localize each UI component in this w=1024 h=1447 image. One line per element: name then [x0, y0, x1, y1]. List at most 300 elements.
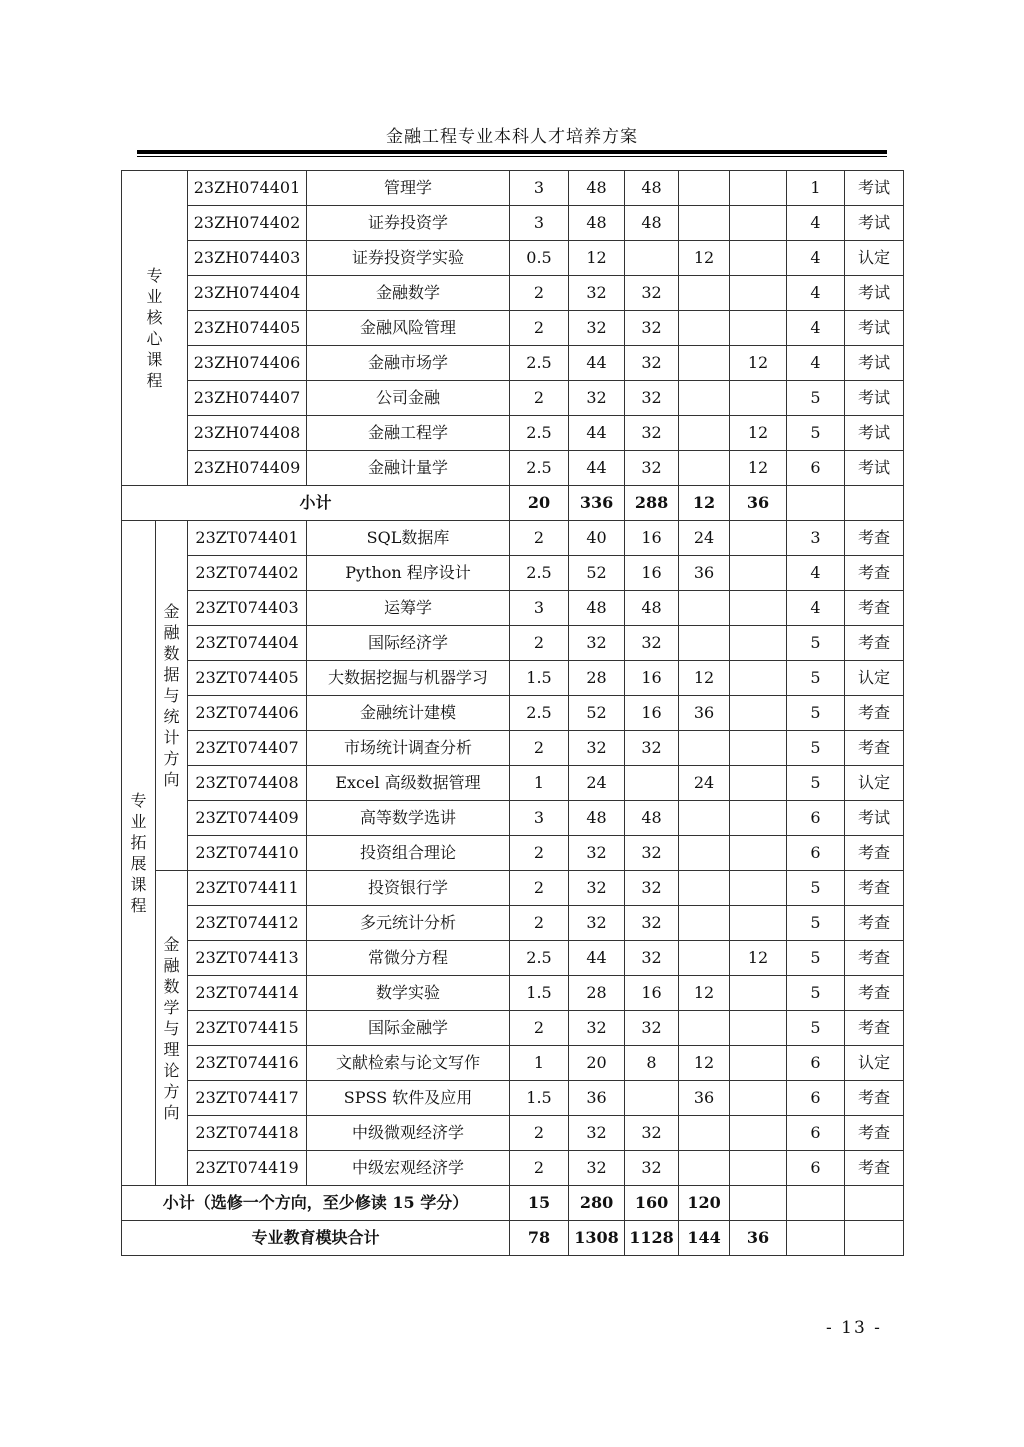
total-hours-cell: 40 — [569, 521, 625, 556]
course-name-cell: 金融计量学 — [307, 451, 510, 486]
total-hours-cell: 44 — [569, 346, 625, 381]
lab-hours-cell — [679, 1011, 730, 1046]
credit-cell: 2 — [510, 1151, 569, 1186]
assessment-cell: 考试 — [845, 206, 904, 241]
total-hours-cell: 32 — [569, 836, 625, 871]
lab-hours-cell — [679, 801, 730, 836]
practice-hours-cell: 12 — [730, 416, 787, 451]
course-code-cell: 23ZT074405 — [188, 661, 307, 696]
practice-hours-cell — [730, 626, 787, 661]
course-row — [122, 871, 904, 906]
course-code-cell: 23ZT074419 — [188, 1151, 307, 1186]
course-code-cell: 23ZH074407 — [188, 381, 307, 416]
lab-hours-cell — [679, 1116, 730, 1151]
assessment-cell: 考试 — [845, 276, 904, 311]
credit-cell: 2.5 — [510, 696, 569, 731]
lab-hours-cell: 12 — [679, 976, 730, 1011]
module-total-row-practice: 36 — [730, 1221, 787, 1256]
practice-hours-cell: 12 — [730, 941, 787, 976]
course-code-cell: 23ZT074406 — [188, 696, 307, 731]
course-code-cell: 23ZT074415 — [188, 1011, 307, 1046]
lecture-hours-cell — [625, 241, 679, 276]
credit-cell: 2 — [510, 731, 569, 766]
course-code-cell: 23ZH074402 — [188, 206, 307, 241]
course-row — [122, 241, 904, 276]
credit-cell: 2 — [510, 626, 569, 661]
lecture-hours-cell: 48 — [625, 171, 679, 206]
total-hours-cell: 28 — [569, 661, 625, 696]
course-name-cell: 大数据挖掘与机器学习 — [307, 661, 510, 696]
practice-hours-cell: 12 — [730, 346, 787, 381]
semester-cell: 5 — [787, 696, 845, 731]
semester-cell: 5 — [787, 1011, 845, 1046]
course-code-cell: 23ZH074408 — [188, 416, 307, 451]
course-code-cell: 23ZT074408 — [188, 766, 307, 801]
semester-cell: 5 — [787, 381, 845, 416]
lecture-hours-cell: 32 — [625, 451, 679, 486]
lab-hours-cell — [679, 906, 730, 941]
total-hours-cell: 48 — [569, 801, 625, 836]
lab-hours-cell — [679, 381, 730, 416]
assessment-cell: 考查 — [845, 871, 904, 906]
course-name-cell: 金融工程学 — [307, 416, 510, 451]
course-name-cell: Python 程序设计 — [307, 556, 510, 591]
practice-hours-cell — [730, 556, 787, 591]
semester-cell: 4 — [787, 241, 845, 276]
practice-hours-cell — [730, 1151, 787, 1186]
practice-hours-cell — [730, 836, 787, 871]
header-rule-thick — [137, 150, 887, 154]
practice-hours-cell — [730, 1011, 787, 1046]
practice-hours-cell — [730, 241, 787, 276]
course-name-cell: 多元统计分析 — [307, 906, 510, 941]
total-hours-cell: 32 — [569, 1116, 625, 1151]
course-row — [122, 1011, 904, 1046]
ext-subtotal-row-practice — [730, 1186, 787, 1221]
credit-cell: 1 — [510, 1046, 569, 1081]
lecture-hours-cell: 48 — [625, 591, 679, 626]
course-name-cell: 金融统计建模 — [307, 696, 510, 731]
practice-hours-cell — [730, 311, 787, 346]
semester-cell: 4 — [787, 311, 845, 346]
course-row — [122, 766, 904, 801]
assessment-cell: 考试 — [845, 171, 904, 206]
assessment-cell: 考查 — [845, 1151, 904, 1186]
course-row — [122, 1081, 904, 1116]
semester-cell: 5 — [787, 976, 845, 1011]
course-name-cell: 投资银行学 — [307, 871, 510, 906]
assessment-cell: 认定 — [845, 766, 904, 801]
practice-hours-cell — [730, 766, 787, 801]
course-row — [122, 626, 904, 661]
course-code-cell: 23ZT074414 — [188, 976, 307, 1011]
course-name-cell: 证券投资学 — [307, 206, 510, 241]
course-row — [122, 836, 904, 871]
course-name-cell: 高等数学选讲 — [307, 801, 510, 836]
total-hours-cell: 44 — [569, 941, 625, 976]
lab-hours-cell: 12 — [679, 1046, 730, 1081]
practice-hours-cell — [730, 1046, 787, 1081]
lab-hours-cell: 36 — [679, 1081, 730, 1116]
course-name-cell: 管理学 — [307, 171, 510, 206]
assessment-cell: 认定 — [845, 241, 904, 276]
module-total-row-label: 专业教育模块合计 — [122, 1221, 510, 1256]
semester-cell: 4 — [787, 591, 845, 626]
credit-cell: 1 — [510, 766, 569, 801]
assessment-cell: 考查 — [845, 626, 904, 661]
course-table — [121, 170, 904, 1256]
ext-subtotal-row-assessment-empty — [845, 1186, 904, 1221]
course-name-cell: 金融市场学 — [307, 346, 510, 381]
lecture-hours-cell: 32 — [625, 381, 679, 416]
semester-cell: 5 — [787, 731, 845, 766]
module-total-row-lecture: 1128 — [625, 1221, 679, 1256]
course-name-cell: 国际经济学 — [307, 626, 510, 661]
lecture-hours-cell: 32 — [625, 836, 679, 871]
total-hours-cell: 32 — [569, 731, 625, 766]
course-code-cell: 23ZT074417 — [188, 1081, 307, 1116]
lab-hours-cell — [679, 206, 730, 241]
practice-hours-cell — [730, 906, 787, 941]
course-row — [122, 696, 904, 731]
semester-cell: 6 — [787, 1046, 845, 1081]
module-total-row-assessment-empty — [845, 1221, 904, 1256]
core-subtotal-row-total: 336 — [569, 486, 625, 521]
credit-cell: 2.5 — [510, 416, 569, 451]
lecture-hours-cell: 32 — [625, 1116, 679, 1151]
lab-hours-cell — [679, 451, 730, 486]
semester-cell: 5 — [787, 661, 845, 696]
semester-cell: 6 — [787, 451, 845, 486]
course-row — [122, 591, 904, 626]
course-row — [122, 906, 904, 941]
credit-cell: 3 — [510, 801, 569, 836]
course-code-cell: 23ZH074409 — [188, 451, 307, 486]
lecture-hours-cell: 16 — [625, 556, 679, 591]
semester-cell: 4 — [787, 556, 845, 591]
direction-a-label: 金 融 数 据 与 统 计 方 向 — [156, 521, 188, 871]
assessment-cell: 考试 — [845, 346, 904, 381]
lecture-hours-cell: 32 — [625, 1151, 679, 1186]
semester-cell: 6 — [787, 1116, 845, 1151]
lecture-hours-cell: 48 — [625, 206, 679, 241]
practice-hours-cell — [730, 871, 787, 906]
lecture-hours-cell: 32 — [625, 1011, 679, 1046]
module-total-row-semester-empty — [787, 1221, 845, 1256]
course-row — [122, 276, 904, 311]
lecture-hours-cell: 32 — [625, 731, 679, 766]
core-subtotal-row-label: 小计 — [122, 486, 510, 521]
course-code-cell: 23ZT074401 — [188, 521, 307, 556]
credit-cell: 2.5 — [510, 941, 569, 976]
assessment-cell: 考试 — [845, 381, 904, 416]
practice-hours-cell — [730, 206, 787, 241]
credit-cell: 1.5 — [510, 661, 569, 696]
course-row — [122, 731, 904, 766]
credit-cell: 0.5 — [510, 241, 569, 276]
assessment-cell: 认定 — [845, 1046, 904, 1081]
assessment-cell: 考查 — [845, 836, 904, 871]
semester-cell: 5 — [787, 871, 845, 906]
lab-hours-cell — [679, 626, 730, 661]
lecture-hours-cell: 16 — [625, 521, 679, 556]
course-row — [122, 661, 904, 696]
total-hours-cell: 32 — [569, 276, 625, 311]
semester-cell: 4 — [787, 276, 845, 311]
core-group-label: 专 业 核 心 课 程 — [122, 171, 188, 486]
course-row — [122, 171, 904, 206]
ext-subtotal-row-semester-empty — [787, 1186, 845, 1221]
lab-hours-cell: 24 — [679, 521, 730, 556]
core-subtotal-row-lab: 12 — [679, 486, 730, 521]
course-code-cell: 23ZH074403 — [188, 241, 307, 276]
course-code-cell: 23ZT074409 — [188, 801, 307, 836]
total-hours-cell: 24 — [569, 766, 625, 801]
course-row — [122, 1151, 904, 1186]
assessment-cell: 考试 — [845, 311, 904, 346]
course-name-cell: 投资组合理论 — [307, 836, 510, 871]
course-name-cell: 国际金融学 — [307, 1011, 510, 1046]
course-name-cell: 文献检索与论文写作 — [307, 1046, 510, 1081]
total-hours-cell: 32 — [569, 906, 625, 941]
assessment-cell: 考查 — [845, 591, 904, 626]
lecture-hours-cell: 16 — [625, 696, 679, 731]
course-name-cell: 常微分方程 — [307, 941, 510, 976]
credit-cell: 2 — [510, 906, 569, 941]
course-code-cell: 23ZT074402 — [188, 556, 307, 591]
ext-subtotal-row — [122, 1186, 904, 1221]
lab-hours-cell: 24 — [679, 766, 730, 801]
practice-hours-cell — [730, 731, 787, 766]
credit-cell: 2 — [510, 1011, 569, 1046]
ext-subtotal-row-lab: 120 — [679, 1186, 730, 1221]
course-name-cell: SPSS 软件及应用 — [307, 1081, 510, 1116]
semester-cell: 1 — [787, 171, 845, 206]
credit-cell: 3 — [510, 591, 569, 626]
course-row — [122, 521, 904, 556]
core-subtotal-row-semester-empty — [787, 486, 845, 521]
ext-group-label: 专 业 拓 展 课 程 — [122, 521, 156, 1186]
lab-hours-cell — [679, 731, 730, 766]
course-code-cell: 23ZH074405 — [188, 311, 307, 346]
semester-cell: 5 — [787, 766, 845, 801]
practice-hours-cell — [730, 171, 787, 206]
course-name-cell: 金融风险管理 — [307, 311, 510, 346]
practice-hours-cell — [730, 1081, 787, 1116]
course-name-cell: Excel 高级数据管理 — [307, 766, 510, 801]
lab-hours-cell — [679, 276, 730, 311]
credit-cell: 2 — [510, 836, 569, 871]
lecture-hours-cell: 8 — [625, 1046, 679, 1081]
credit-cell: 2.5 — [510, 346, 569, 381]
module-total-row — [122, 1221, 904, 1256]
course-code-cell: 23ZT074403 — [188, 591, 307, 626]
total-hours-cell: 48 — [569, 206, 625, 241]
module-total-row-total: 1308 — [569, 1221, 625, 1256]
credit-cell: 1.5 — [510, 976, 569, 1011]
practice-hours-cell — [730, 976, 787, 1011]
lecture-hours-cell: 16 — [625, 661, 679, 696]
course-code-cell: 23ZH074404 — [188, 276, 307, 311]
semester-cell: 5 — [787, 416, 845, 451]
course-row — [122, 1046, 904, 1081]
total-hours-cell: 32 — [569, 311, 625, 346]
semester-cell: 4 — [787, 346, 845, 381]
lecture-hours-cell — [625, 1081, 679, 1116]
course-row — [122, 801, 904, 836]
lab-hours-cell — [679, 1151, 730, 1186]
practice-hours-cell — [730, 381, 787, 416]
course-name-cell: 证券投资学实验 — [307, 241, 510, 276]
course-name-cell: 中级微观经济学 — [307, 1116, 510, 1151]
course-code-cell: 23ZH074401 — [188, 171, 307, 206]
assessment-cell: 考查 — [845, 696, 904, 731]
semester-cell: 6 — [787, 836, 845, 871]
credit-cell: 2.5 — [510, 451, 569, 486]
total-hours-cell: 52 — [569, 556, 625, 591]
course-row — [122, 941, 904, 976]
course-code-cell: 23ZT074410 — [188, 836, 307, 871]
lab-hours-cell — [679, 416, 730, 451]
total-hours-cell: 52 — [569, 696, 625, 731]
credit-cell: 2 — [510, 1116, 569, 1151]
assessment-cell: 考查 — [845, 941, 904, 976]
semester-cell: 5 — [787, 906, 845, 941]
ext-subtotal-row-credit: 15 — [510, 1186, 569, 1221]
course-row — [122, 311, 904, 346]
assessment-cell: 考查 — [845, 976, 904, 1011]
credit-cell: 3 — [510, 171, 569, 206]
core-subtotal-row-lecture: 288 — [625, 486, 679, 521]
lecture-hours-cell: 32 — [625, 626, 679, 661]
lab-hours-cell: 12 — [679, 241, 730, 276]
lab-hours-cell — [679, 871, 730, 906]
course-row — [122, 346, 904, 381]
ext-subtotal-row-lecture: 160 — [625, 1186, 679, 1221]
assessment-cell: 考查 — [845, 1011, 904, 1046]
total-hours-cell: 20 — [569, 1046, 625, 1081]
total-hours-cell: 32 — [569, 381, 625, 416]
credit-cell: 2 — [510, 311, 569, 346]
course-name-cell: SQL数据库 — [307, 521, 510, 556]
credit-cell: 2 — [510, 871, 569, 906]
course-name-cell: 公司金融 — [307, 381, 510, 416]
assessment-cell: 认定 — [845, 661, 904, 696]
page-header-title: 金融工程专业本科人才培养方案 — [386, 127, 638, 147]
core-subtotal-row-assessment-empty — [845, 486, 904, 521]
lecture-hours-cell: 32 — [625, 941, 679, 976]
practice-hours-cell — [730, 661, 787, 696]
course-code-cell: 23ZT074418 — [188, 1116, 307, 1151]
semester-cell: 6 — [787, 1081, 845, 1116]
course-row — [122, 556, 904, 591]
credit-cell: 2 — [510, 381, 569, 416]
total-hours-cell: 32 — [569, 1151, 625, 1186]
assessment-cell: 考试 — [845, 801, 904, 836]
semester-cell: 6 — [787, 801, 845, 836]
practice-hours-cell — [730, 276, 787, 311]
lab-hours-cell — [679, 346, 730, 381]
semester-cell: 5 — [787, 941, 845, 976]
course-name-cell: 中级宏观经济学 — [307, 1151, 510, 1186]
course-code-cell: 23ZT074413 — [188, 941, 307, 976]
total-hours-cell: 36 — [569, 1081, 625, 1116]
assessment-cell: 考试 — [845, 451, 904, 486]
lab-hours-cell — [679, 591, 730, 626]
credit-cell: 2 — [510, 276, 569, 311]
course-row — [122, 416, 904, 451]
credit-cell: 3 — [510, 206, 569, 241]
practice-hours-cell — [730, 1116, 787, 1151]
lab-hours-cell: 12 — [679, 661, 730, 696]
lecture-hours-cell: 32 — [625, 871, 679, 906]
lecture-hours-cell: 32 — [625, 346, 679, 381]
practice-hours-cell — [730, 801, 787, 836]
course-code-cell: 23ZT074412 — [188, 906, 307, 941]
core-subtotal-row — [122, 486, 904, 521]
lab-hours-cell — [679, 941, 730, 976]
module-total-row-credit: 78 — [510, 1221, 569, 1256]
course-row — [122, 1116, 904, 1151]
practice-hours-cell — [730, 696, 787, 731]
total-hours-cell: 44 — [569, 451, 625, 486]
course-code-cell: 23ZT074407 — [188, 731, 307, 766]
course-name-cell: 市场统计调查分析 — [307, 731, 510, 766]
practice-hours-cell — [730, 521, 787, 556]
total-hours-cell: 44 — [569, 416, 625, 451]
practice-hours-cell — [730, 591, 787, 626]
total-hours-cell: 48 — [569, 591, 625, 626]
assessment-cell: 考查 — [845, 1081, 904, 1116]
core-subtotal-row-practice: 36 — [730, 486, 787, 521]
lab-hours-cell: 36 — [679, 556, 730, 591]
semester-cell: 6 — [787, 1151, 845, 1186]
direction-b-label: 金 融 数 学 与 理 论 方 向 — [156, 871, 188, 1186]
credit-cell: 2 — [510, 521, 569, 556]
ext-subtotal-row-total: 280 — [569, 1186, 625, 1221]
practice-hours-cell: 12 — [730, 451, 787, 486]
page-number: - 13 - — [826, 1318, 882, 1338]
lab-hours-cell — [679, 836, 730, 871]
lecture-hours-cell: 32 — [625, 906, 679, 941]
lecture-hours-cell: 32 — [625, 276, 679, 311]
lecture-hours-cell: 32 — [625, 311, 679, 346]
course-row — [122, 451, 904, 486]
course-code-cell: 23ZT074416 — [188, 1046, 307, 1081]
core-subtotal-row-credit: 20 — [510, 486, 569, 521]
course-code-cell: 23ZT074404 — [188, 626, 307, 661]
lab-hours-cell — [679, 171, 730, 206]
course-name-cell: 运筹学 — [307, 591, 510, 626]
lecture-hours-cell: 48 — [625, 801, 679, 836]
module-total-row-lab: 144 — [679, 1221, 730, 1256]
total-hours-cell: 32 — [569, 1011, 625, 1046]
semester-cell: 4 — [787, 206, 845, 241]
semester-cell: 3 — [787, 521, 845, 556]
assessment-cell: 考查 — [845, 731, 904, 766]
credit-cell: 1.5 — [510, 1081, 569, 1116]
lab-hours-cell — [679, 311, 730, 346]
header-rule-thin — [137, 156, 887, 157]
course-name-cell: 数学实验 — [307, 976, 510, 1011]
total-hours-cell: 12 — [569, 241, 625, 276]
course-code-cell: 23ZH074406 — [188, 346, 307, 381]
assessment-cell: 考查 — [845, 906, 904, 941]
course-code-cell: 23ZT074411 — [188, 871, 307, 906]
course-name-cell: 金融数学 — [307, 276, 510, 311]
assessment-cell: 考试 — [845, 416, 904, 451]
lecture-hours-cell: 16 — [625, 976, 679, 1011]
